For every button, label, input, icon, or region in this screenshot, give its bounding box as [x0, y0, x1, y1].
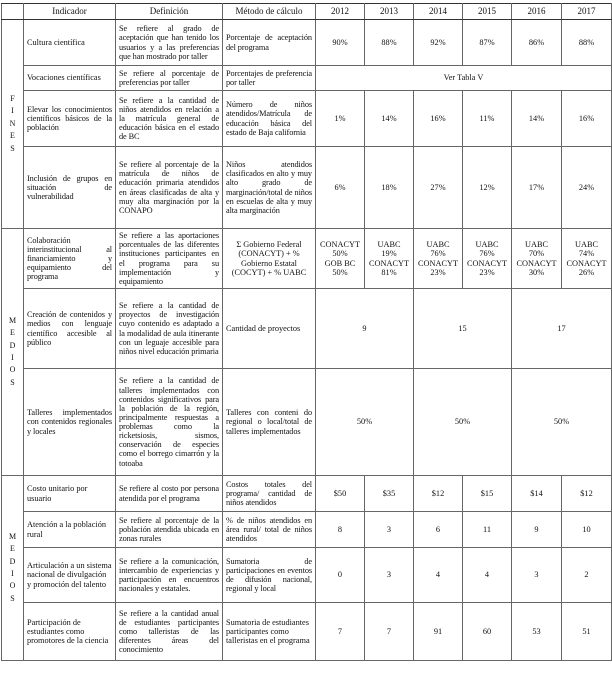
value-2014: 27%: [414, 147, 463, 229]
table-row: [2, 91, 612, 147]
table-row: [2, 147, 612, 229]
definition-cell: Se refiere a la comunicación, intercambio de experiencias y participación en encuentros nacionales y estatales.: [116, 548, 223, 603]
value-2014: 6: [414, 512, 463, 548]
table-row: [2, 229, 612, 289]
value-2016: $14: [512, 476, 562, 512]
group-medios-1: M E D I O S: [2, 229, 24, 476]
value-2014: 91: [414, 603, 463, 661]
table-row: [2, 548, 612, 603]
value-2015: 11: [463, 512, 512, 548]
definition-cell: Se refiere al porcentaje de la población atendida ubicada en zonas rurales: [116, 512, 223, 548]
table-row: [2, 603, 612, 661]
indicator-cell: Creación de contenidos y medios con lenguaje científico accesible al público: [24, 289, 116, 369]
definition-cell: Se refiere a la cantidad de talleres implementados con contenidos significativos para la población de la región, principalmente respuestas a problemas como la ricketsiosis, sismos, conservación de especies como el borrego cimarrón y la totoaba: [116, 369, 223, 476]
value-2013: 18%: [365, 147, 414, 229]
method-cell: Talleres con conteni do regional o local/total de talleres implementados: [223, 369, 316, 476]
method-cell: Costos totales del programa/ cantidad de niños atendidos: [223, 476, 316, 512]
value-2014: 92%: [414, 20, 463, 66]
method-cell: Número de niños atendidos/Matrícula de educación básica del estado de Baja california: [223, 91, 316, 147]
header-indicator: Indicador: [24, 4, 116, 20]
method-cell: Cantidad de proyectos: [223, 289, 316, 369]
value-2017: 2: [562, 548, 612, 603]
value-2016: 17%: [512, 147, 562, 229]
value-2016-2017: 50%: [512, 369, 612, 476]
value-2014: $12: [414, 476, 463, 512]
value-2014-2015: 15: [414, 289, 512, 369]
header-2012: 2012: [316, 4, 365, 20]
header-definition: Definición: [116, 4, 223, 20]
value-2017: 51: [562, 603, 612, 661]
value-2013: 3: [365, 548, 414, 603]
value-2016: 3: [512, 548, 562, 603]
indicator-cell: Costo unitario por usuario: [24, 476, 116, 512]
definition-cell: Se refiere a la cantidad anual de estudiantes participantes como talleristas de las diferentes áreas del conocimiento: [116, 603, 223, 661]
indicator-cell: Atención a la población rural: [24, 512, 116, 548]
value-2014: 4: [414, 548, 463, 603]
value-2016: 86%: [512, 20, 562, 66]
value-2016: 9: [512, 512, 562, 548]
header-2014: 2014: [414, 4, 463, 20]
definition-cell: Se refiere al porcentaje de la matrícula de niños de educación primaria atendidos en áreas clasificadas de alta y muy alta marginación por la CONAPO: [116, 147, 223, 229]
value-2012: 0: [316, 548, 365, 603]
definition-cell: Se refiere al costo por persona atendida por el programa: [116, 476, 223, 512]
value-2016: 14%: [512, 91, 562, 147]
value-2012: 1%: [316, 91, 365, 147]
value-2017: 10: [562, 512, 612, 548]
value-2017: 16%: [562, 91, 612, 147]
indicator-cell: Elevar los conocimientos científicos básicos de la población: [24, 91, 116, 147]
indicator-cell: Vocaciones científicas: [24, 66, 116, 91]
value-2016-2017: 17: [512, 289, 612, 369]
value-2013: 7: [365, 603, 414, 661]
group-medios-2: M E D I O S: [2, 476, 24, 661]
indicator-cell: Talleres implementados con contenidos regionales y locales: [24, 369, 116, 476]
header-2017: 2017: [562, 4, 612, 20]
table-row: [2, 369, 612, 476]
table-row: [2, 289, 612, 369]
method-cell: Σ Gobierno Federal (CONACYT) + % Gobierno Estatal (COCYT) + % UABC: [223, 229, 316, 289]
value-2015: 87%: [463, 20, 512, 66]
value-2017: 24%: [562, 147, 612, 229]
header-2015: 2015: [463, 4, 512, 20]
method-cell: Sumatoria de participaciones en eventos de difusión nacional, regional y local: [223, 548, 316, 603]
definition-cell: Se refiere a la cantidad de niños atendidos en relación a la matrícula general de educación básica en el estado de BC: [116, 91, 223, 147]
value-2015: $15: [463, 476, 512, 512]
indicator-cell: Colaboración interinstitucional al financiamiento y equipamiento del programa: [24, 229, 116, 289]
indicator-cell: Participación de estudiantes como promotores de la ciencia: [24, 603, 116, 661]
method-cell: Porcentaje de aceptación del programa: [223, 20, 316, 66]
method-cell: % de niños atendidos en área rural/ total de niños atendidos: [223, 512, 316, 548]
header-2016: 2016: [512, 4, 562, 20]
definition-cell: Se refiere al grado de aceptación que han tenido los usuarios y a las preferencias que han mostrado por taller: [116, 20, 223, 66]
header-row: [2, 4, 612, 20]
value-2012-2013: 9: [316, 289, 414, 369]
value-2014: UABC 76% CONACYT 23%: [414, 229, 463, 289]
value-2017: 88%: [562, 20, 612, 66]
definition-cell: Se refiere a la cantidad de proyectos de investigación cuyo contenido es adaptado a la modalidad de aula itinerante con un leguaje accesible para niños nivel educación primaria: [116, 289, 223, 369]
value-2012: CONACYT 50% GOB BC 50%: [316, 229, 365, 289]
value-2017: $12: [562, 476, 612, 512]
definition-cell: Se refiere a las aportaciones porcentuales de las diferentes instituciones participantes en el programa para su implementación y equipamiento: [116, 229, 223, 289]
method-cell: Niños atendidos clasificados en alto y muy alto grado de marginación/total de niños en escuelas de alta y muy alta marginación: [223, 147, 316, 229]
value-2014-2015: 50%: [414, 369, 512, 476]
definition-cell: Se refiere al porcentaje de preferencias por taller: [116, 66, 223, 91]
value-2013: 3: [365, 512, 414, 548]
header-method: Método de cálculo: [223, 4, 316, 20]
value-2014: 16%: [414, 91, 463, 147]
table-row: [2, 476, 612, 512]
indicator-cell: Articulación a un sistema nacional de divulgación y promoción del talento: [24, 548, 116, 603]
indicators-table: [1, 3, 612, 661]
value-2012: 90%: [316, 20, 365, 66]
indicator-cell: Inclusión de grupos en situación de vulnerabilidad: [24, 147, 116, 229]
value-2015: 12%: [463, 147, 512, 229]
merged-value: Ver Tabla V: [316, 66, 612, 91]
value-2015: UABC 76% CONACYT 23%: [463, 229, 512, 289]
header-group: [2, 4, 24, 20]
value-2012: 6%: [316, 147, 365, 229]
value-2012-2013: 50%: [316, 369, 414, 476]
value-2017: UABC 74% CONACYT 26%: [562, 229, 612, 289]
value-2015: 4: [463, 548, 512, 603]
value-2013: $35: [365, 476, 414, 512]
value-2013: UABC 19% CONACYT 81%: [365, 229, 414, 289]
table-row: [2, 66, 612, 91]
value-2016: UABC 70% CONACYT 30%: [512, 229, 562, 289]
group-fines: F I N E S: [2, 20, 24, 229]
indicator-cell: Cultura científica: [24, 20, 116, 66]
value-2012: $50: [316, 476, 365, 512]
method-cell: Porcentajes de preferencia por taller: [223, 66, 316, 91]
value-2013: 88%: [365, 20, 414, 66]
value-2012: 7: [316, 603, 365, 661]
value-2015: 11%: [463, 91, 512, 147]
method-cell: Sumatoria de estudiantes participantes como talleristas en el programa: [223, 603, 316, 661]
value-2012: 8: [316, 512, 365, 548]
table-row: [2, 512, 612, 548]
header-2013: 2013: [365, 4, 414, 20]
value-2013: 14%: [365, 91, 414, 147]
value-2016: 53: [512, 603, 562, 661]
value-2015: 60: [463, 603, 512, 661]
table-row: [2, 20, 612, 66]
